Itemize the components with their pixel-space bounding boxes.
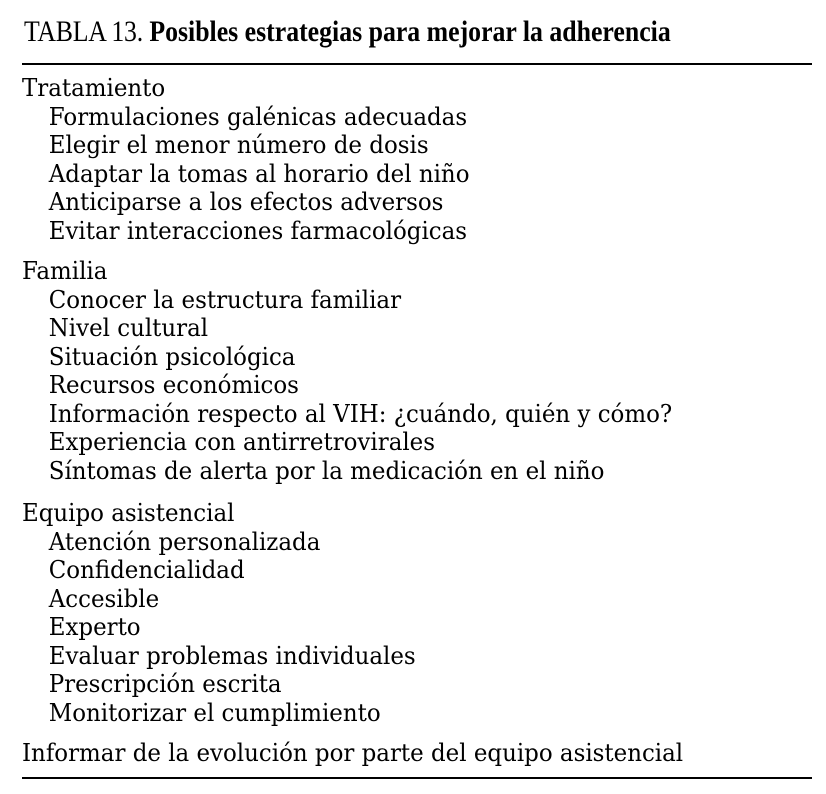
list-item: Conocer la estructura familiar (48, 285, 402, 314)
list-item: Confidencialidad (48, 556, 245, 584)
list-item: Accesible (48, 584, 160, 613)
list-item: Síntomas de alerta por la medicación en el niño (48, 456, 605, 485)
list-item: Evitar interacciones farmacológicas (48, 216, 468, 245)
section-heading: Informar de la evolución por parte del equipo asistencial (22, 739, 684, 767)
list-item: Recursos económicos (48, 371, 299, 399)
list-item: Monitorizar el cumplimiento (48, 698, 381, 727)
section-heading: Tratamiento (22, 74, 166, 102)
list-item: Atención personalizada (48, 527, 321, 556)
list-item: Experto (48, 613, 141, 641)
list-item: Experiencia con antirretrovirales (48, 428, 436, 456)
list-item: Anticiparse a los efectos adversos (48, 188, 444, 216)
table-label: TABLA 13. (24, 15, 143, 48)
section-equipo-asistencial (22, 499, 812, 727)
bottom-rule (22, 777, 812, 779)
table-title-text: Posibles estrategias para mejorar la adherencia (149, 15, 671, 48)
section-tratamiento (22, 74, 812, 245)
list-item: Situación psicológica (48, 342, 296, 371)
list-item: Evaluar problemas individuales (48, 641, 416, 670)
list-item: Prescripción escrita (48, 670, 282, 698)
list-item: Elegir el menor número de dosis (48, 131, 429, 159)
section-heading: Equipo asistencial (22, 499, 235, 527)
list-item: Formulaciones galénicas adecuadas (48, 102, 468, 131)
section-heading: Familia (22, 257, 108, 285)
list-item: Información respecto al VIH: ¿cuándo, quién y cómo? (48, 399, 673, 428)
list-item: Nivel cultural (48, 314, 209, 342)
section-list (22, 74, 812, 768)
top-rule (22, 63, 812, 65)
table-title (24, 14, 671, 50)
list-item: Adaptar la tomas al horario del niño (48, 159, 470, 188)
section-familia (22, 257, 812, 485)
section-informar (22, 739, 812, 768)
